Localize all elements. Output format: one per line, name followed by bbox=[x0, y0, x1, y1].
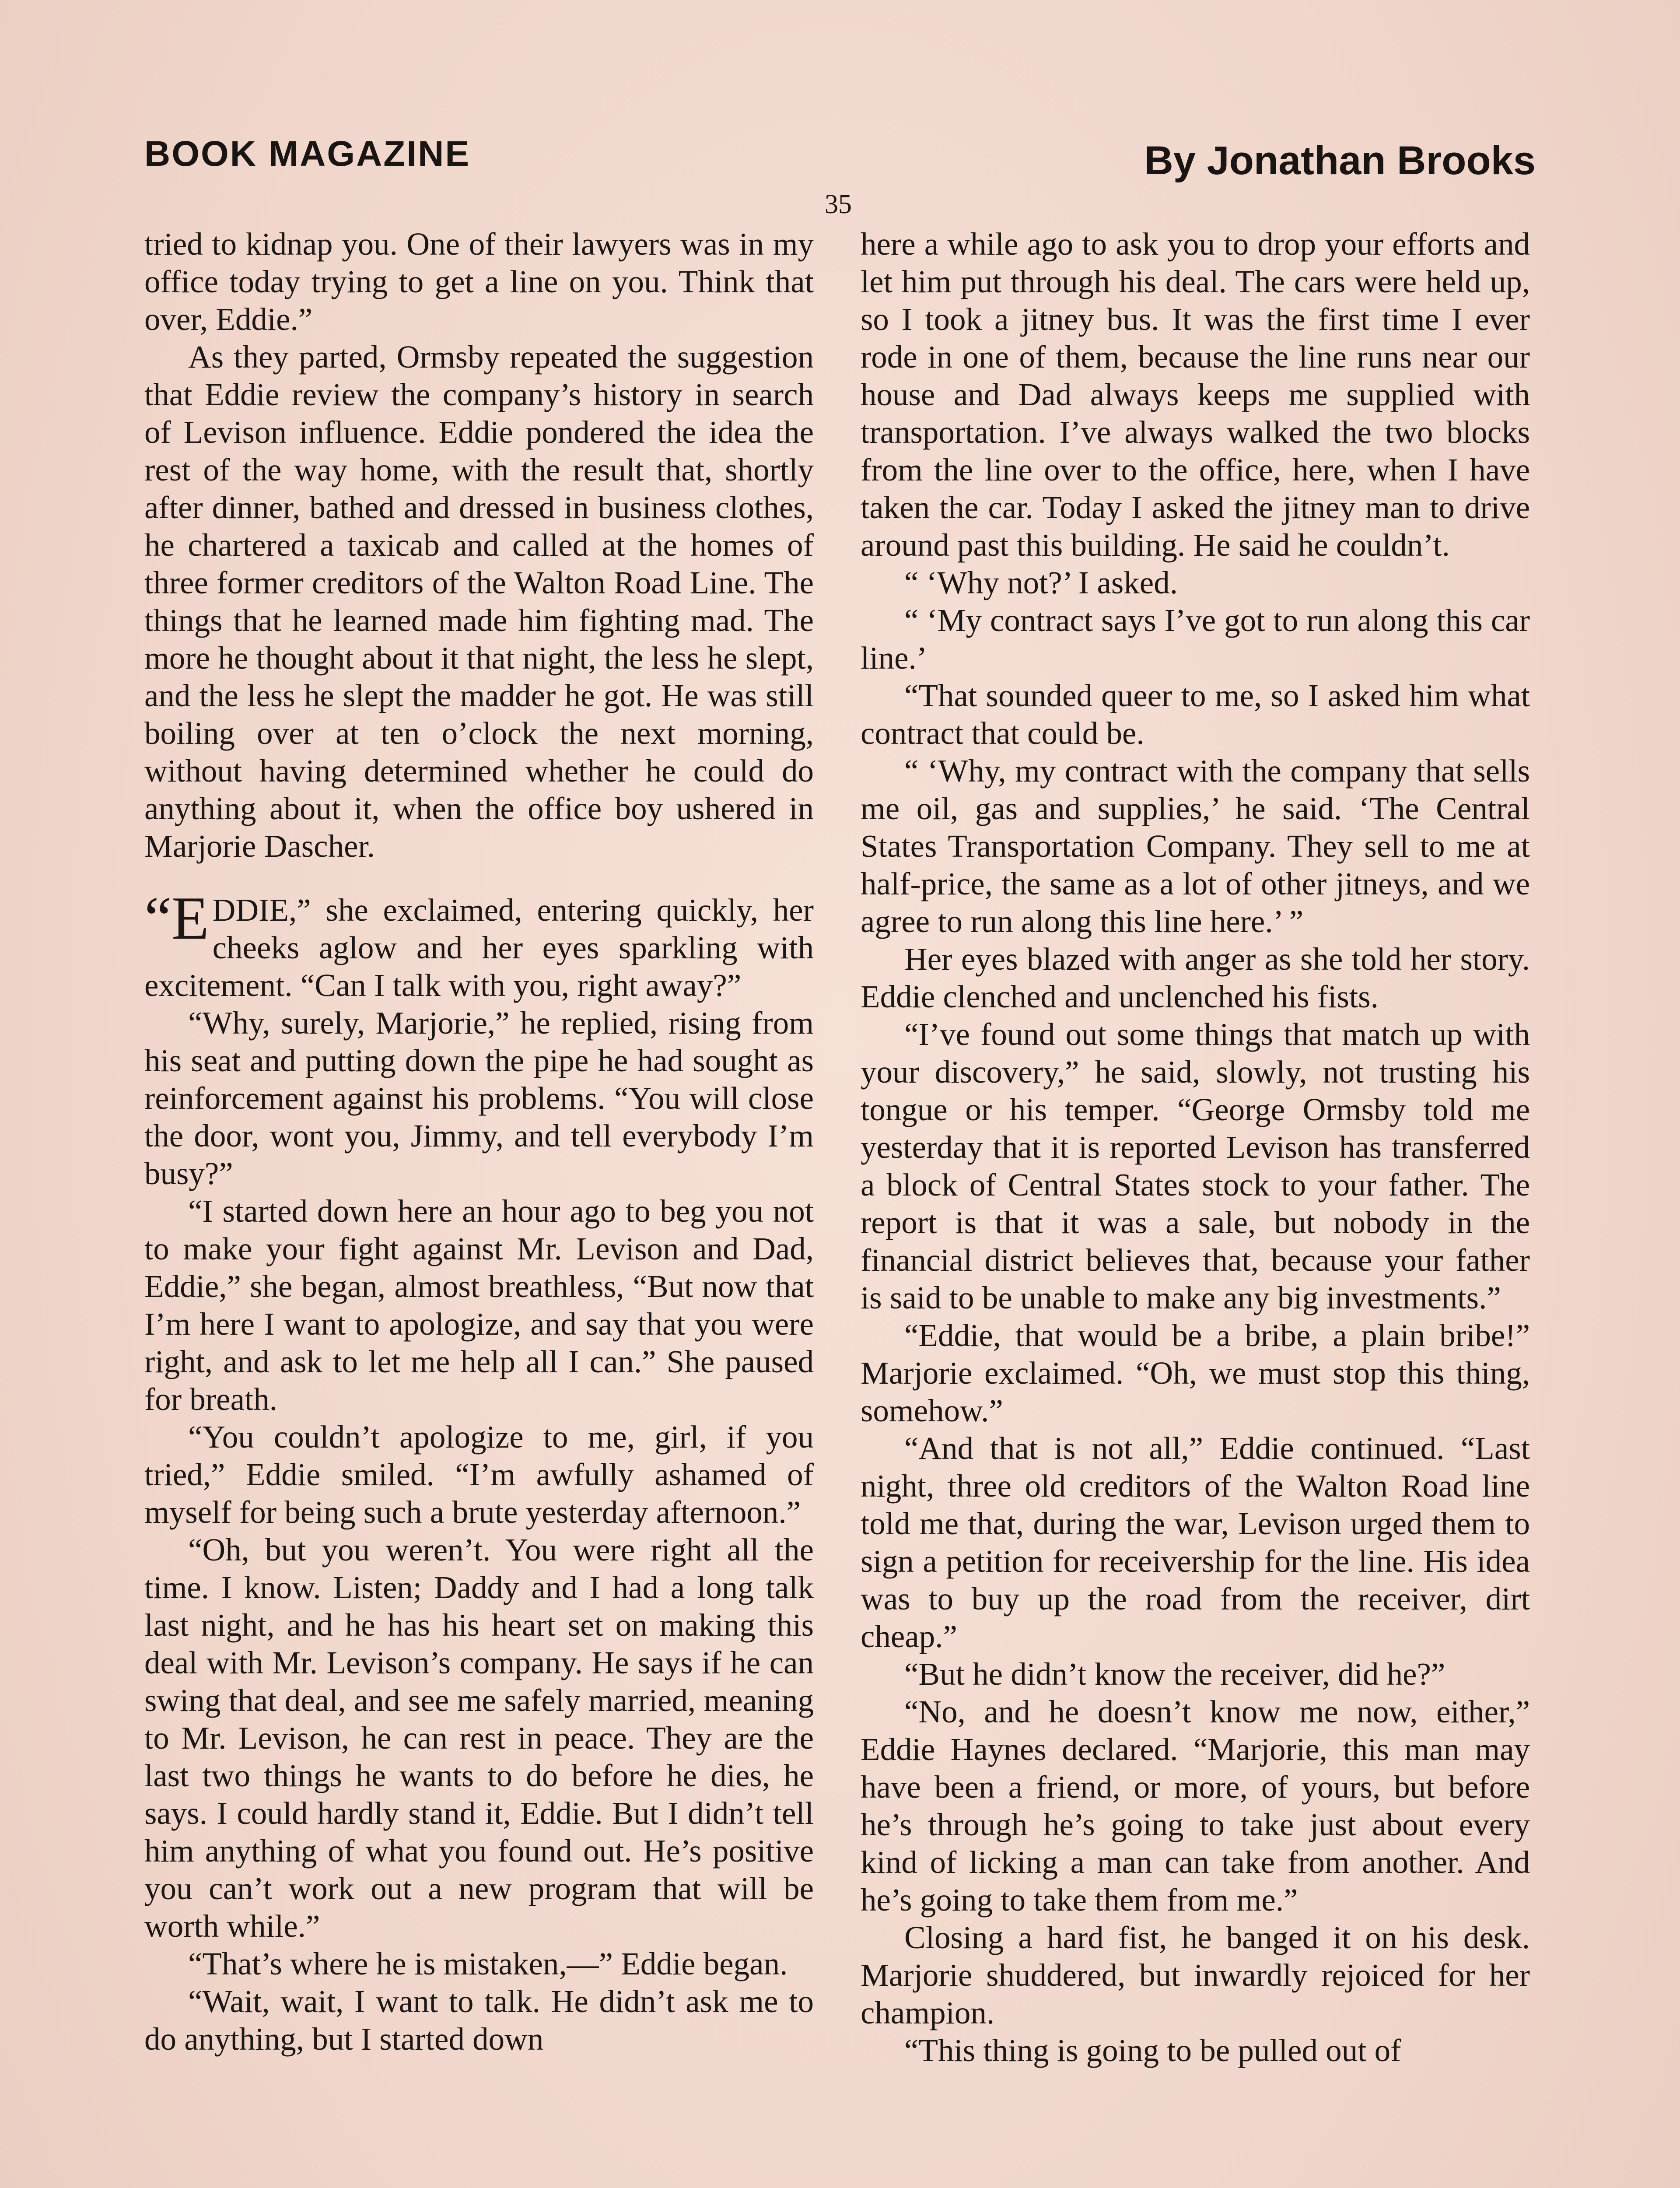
paragraph: “Oh, but you weren’t. You were right all the time. I know. Listen; Daddy and I had a long talk last night, and he has his heart set on making this deal with Mr. Levison’s company. He says if he can swing that deal, and see me safely married, meaning to Mr. Levison, he can rest in peace. They are the last two things he wants to do before he dies, he says. I could hardly stand it, Eddie. But I didn’t tell him anything of what you found out. He’s positive you can’t work out a new program that will be worth while.” bbox=[144, 1532, 814, 1944]
paragraph: “I’ve found out some things that match up with your discovery,” he said, slowly, not trusting his tongue or his temper. “George Ormsby told me yesterday that it is reported Levison has transferred a block of Central States stock to your father. The report is that it was a sale, but nobody in the financial district believes that, because your father is said to be unable to make any big investments.” bbox=[861, 1017, 1530, 1315]
paragraph: “And that is not all,” Eddie continued. “Last night, three old creditors of the Walton Road line told me that, during the war, Levison urged them to sign a petition for receivership for the line. His idea was to buy up the road from the receiver, dirt cheap.” bbox=[861, 1431, 1530, 1654]
paragraph: “ ‘Why, my contract with the company that sells me oil, gas and supplies,’ he said. ‘The Central States Transportation Company. They sell to me at half-price, the same as a lot of other jitneys, and we agree to run along this line here.’ ” bbox=[861, 753, 1530, 939]
right-text-column bbox=[861, 225, 1530, 2069]
paragraph: “That sounded queer to me, so I asked him what contract that could be. bbox=[861, 678, 1530, 751]
drop-cap: “E bbox=[144, 884, 209, 952]
paragraph: “Wait, wait, I want to talk. He didn’t ask me to do anything, but I started down bbox=[144, 1984, 814, 2057]
paragraph: “ ‘Why not?’ I asked. bbox=[904, 565, 1178, 600]
author-byline: By Jonathan Brooks bbox=[1144, 138, 1536, 183]
paragraph: Closing a hard fist, he banged it on his desk. Marjorie shuddered, but inwardly rejoiced for her champion. bbox=[861, 1920, 1530, 2030]
paragraph: here a while ago to ask you to drop your efforts and let him put through his deal. The cars were held up, so I took a jitney bus. It was the first time I ever rode in one of them, because the line runs near our house and Dad always keeps me supplied with transportation. I’ve always walked the two blocks from the line over to the office, here, when I have taken the car. Today I asked the jitney man to drive around past this building. He said he couldn’t. bbox=[861, 226, 1530, 563]
paragraph: “ ‘My contract says I’ve got to run along this car line.’ bbox=[861, 603, 1530, 676]
paragraph: “No, and he doesn’t know me now, either,” Eddie Haynes declared. “Marjorie, this man may have been a friend, or more, of yours, but before he’s through he’s going to take just about every kind of licking a man can take from another. And he’s going to take them from me.” bbox=[861, 1694, 1530, 1918]
paragraph: “This thing is going to be pulled out of bbox=[904, 2033, 1401, 2068]
paragraph: “Eddie, that would be a bribe, a plain bribe!” Marjorie exclaimed. “Oh, we must stop this thing, somehow.” bbox=[861, 1318, 1530, 1428]
paragraph: As they parted, Ormsby repeated the suggestion that Eddie review the company’s history in search of Levison influence. Eddie pondered the idea the rest of the way home, with the result that, shortly after dinner, bathed and dressed in business clothes, he chartered a taxicab and called at the homes of three former creditors of the Walton Road Line. The things that he learned made him fighting mad. The more he thought about it that night, the less he slept, and the less he slept the madder he got. He was still boiling over at ten o’clock the next morning, without having determined whether he could do anything about it, when the office boy ushered in Marjorie Dascher. bbox=[144, 339, 814, 864]
paragraph: tried to kidnap you. One of their lawyers was in my office today trying to get a line on you. Think that over, Eddie.” bbox=[144, 226, 814, 337]
paragraph: “Why, surely, Marjorie,” he replied, rising from his seat and putting down the pipe he had sought as reinforcement against his problems. “You will close the door, wont you, Jimmy, and tell everybody I’m busy?” bbox=[144, 1005, 814, 1191]
paragraph: “You couldn’t apologize to me, girl, if you tried,” Eddie smiled. “I’m awfully ashamed of myself for being such a brute yesterday afternoon.” bbox=[144, 1419, 814, 1530]
magazine-title: BOOK MAGAZINE bbox=[144, 134, 471, 174]
paragraph: Her eyes blazed with anger as she told her story. Eddie clenched and unclenched his fists. bbox=[861, 941, 1530, 1014]
paragraph: “That’s where he is mistaken,—” Eddie began. bbox=[188, 1946, 788, 1981]
paragraph-text: DDIE,” she exclaimed, entering quickly, her cheeks aglow and her eyes sparkling with excitement. “Can I talk with you, right away?” bbox=[144, 892, 814, 1003]
paragraph: “But he didn’t know the receiver, did he?” bbox=[904, 1656, 1446, 1692]
paragraph: “I started down here an hour ago to beg you not to make your fight against Mr. Levison and Dad, Eddie,” she began, almost breathless, “But now that I’m here I want to apologize, and say that you were right, and ask to let me help all I can.” She paused for breath. bbox=[144, 1193, 814, 1417]
paragraph-dropcap bbox=[144, 884, 814, 1004]
left-text-column bbox=[144, 225, 814, 2058]
page-number: 35 bbox=[825, 189, 852, 219]
